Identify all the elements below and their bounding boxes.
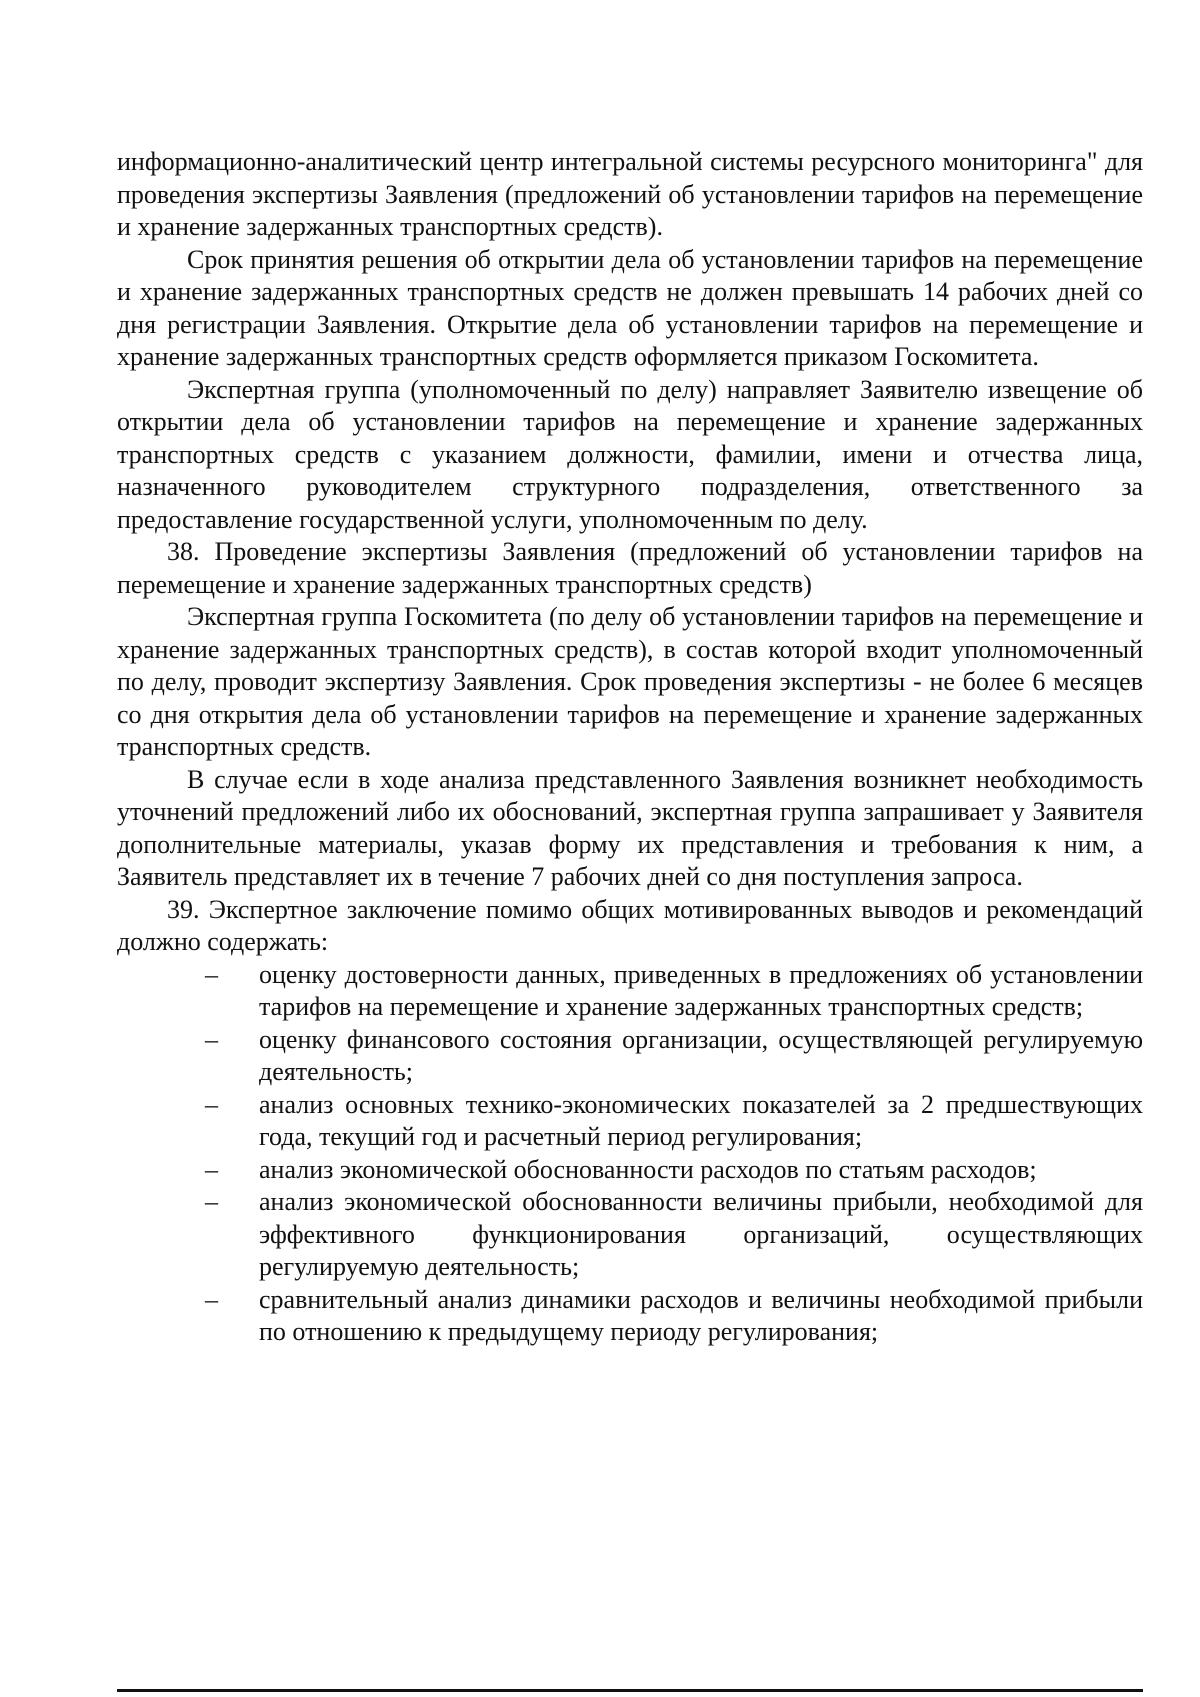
paragraph-expert-group-notice: Экспертная группа (уполномоченный по делу) направляет Заявителю извещение об открытии дела об установлении тарифов на перемещение и хранение задержанных транспортных средств с указанием должности, фамилии, имени и отчества лица, назначенного руководителем структурного подразделения, ответственного за предоставление государственной услуги, уполномоченным по делу. (117, 374, 1143, 534)
list-item (117, 1284, 1143, 1349)
dash-bullet-icon: – (205, 1154, 218, 1184)
dash-bullet-icon: – (205, 1024, 218, 1054)
document-page (117, 146, 1143, 1349)
list-item (117, 1154, 1143, 1187)
paragraph-expertise-term: Экспертная группа Госкомитета (по делу об установлении тарифов на перемещение и хранение задержанных транспортных средств), в состав которой входит уполномоченный по делу, проводит экспертизу Заявления. Срок проведения экспертизы - не более 6 месяцев со дня открытия дела об установлении тарифов на перемещение и хранение задержанных транспортных средств. (117, 602, 1143, 761)
dash-bullet-icon: – (205, 1187, 218, 1216)
section-heading-39: 39. Экспертное заключение помимо общих мотивированных выводов и рекомендаций должно содержать: (117, 894, 1143, 956)
list-item-text: анализ экономической обоснованности расходов по статьям расходов; (259, 1154, 1037, 1184)
dash-bullet-icon: – (205, 1284, 218, 1314)
list-item-text: оценку достоверности данных, приведенных в предложениях об установлении тарифов на перемещение и хранение задержанных транспортных средств; (259, 959, 1143, 1021)
paragraph-additional-materials: В случае если в ходе анализа представленного Заявления возникнет необходимость уточнений предложений либо их обоснований, экспертная группа запрашивает у Заявителя дополнительные материалы, указав форму их представления и требования к ним, а Заявитель представляет их в течение 7 рабочих дней со дня поступления запроса. (117, 764, 1143, 891)
list-item-text: сравнительный анализ динамики расходов и величины необходимой прибыли по отношению к предыдущему периоду регулирования; (259, 1284, 1143, 1346)
list-item (117, 959, 1143, 1024)
list-item (117, 1089, 1143, 1154)
list-item-text: анализ основных технико-экономических показателей за 2 предшествующих года, текущий год и расчетный период регулирования; (259, 1089, 1143, 1151)
dash-bullet-icon: – (205, 1089, 218, 1119)
list-item-text: анализ экономической обоснованности величины прибыли, необходимой для эффективного функционирования организаций, осуществляющих регулируемую деятельность; (259, 1187, 1143, 1281)
list-item-text: оценку финансового состояния организации, осуществляющей регулируемую деятельность; (259, 1024, 1143, 1086)
list-item (117, 1024, 1143, 1089)
bottom-rule-divider (117, 1689, 1143, 1692)
dash-bullet-icon: – (205, 959, 218, 989)
conclusion-requirements-list (117, 959, 1143, 1349)
section-heading-38: 38. Проведение экспертизы Заявления (предложений об установлении тарифов на перемещение и хранение задержанных транспортных средств) (117, 537, 1143, 599)
paragraph-decision-deadline: Срок принятия решения об открытии дела об установлении тарифов на перемещение и хранение задержанных транспортных средств не должен превышать 14 рабочих дней со дня регистрации Заявления. Открытие дела об установлении тарифов на перемещение и хранение задержанных транспортных средств оформляется приказом Госкомитета. (117, 244, 1143, 371)
list-item (117, 1186, 1143, 1284)
paragraph-continuation: информационно-аналитический центр интегральной системы ресурсного мониторинга" для проведения экспертизы Заявления (предложений об установлении тарифов на перемещение и хранение задержанных транспортных средств). (117, 147, 1143, 241)
